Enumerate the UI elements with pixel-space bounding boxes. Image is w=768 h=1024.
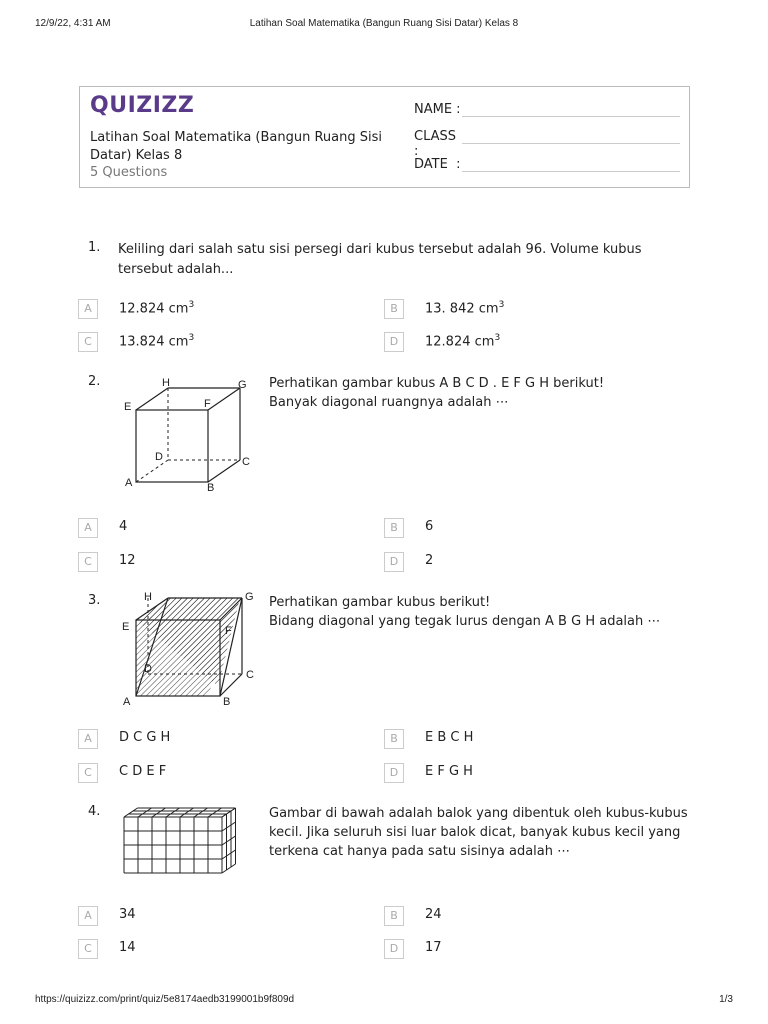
vertex-label-b: B — [207, 482, 215, 494]
option-letter: D — [384, 332, 404, 352]
option-text: C D E F — [119, 764, 167, 779]
print-datetime: 12/9/22, 4:31 AM — [35, 18, 111, 29]
top-grid-receding — [194, 808, 208, 817]
option-text: 12.824 $cm^3$ — [425, 333, 501, 350]
question-number: 1. — [88, 240, 101, 255]
option-text: 13. 842 $cm^3$ — [425, 300, 505, 317]
name-label: NAME : — [414, 102, 461, 117]
question-text: Keliling dari salah satu sisi persegi dari kubus tersebut adalah 96. Volume kubus tersebut adalah... — [118, 242, 642, 277]
side-grid-receding — [222, 850, 236, 859]
top-grid-receding — [124, 808, 138, 817]
name-field[interactable] — [414, 102, 462, 117]
option-text: 13.824 $cm^3$ — [119, 333, 195, 350]
top-grid-receding — [180, 808, 194, 817]
class-line — [462, 143, 680, 144]
question-text-line-1: Perhatikan gambar kubus A B C D . E F G H berikut! — [269, 376, 605, 391]
question-text-line-3: terkena cat hanya pada satu sisinya adalah ⋯ — [269, 844, 571, 859]
option-text: E F G H — [425, 764, 473, 779]
vertex-label-c: C — [242, 456, 250, 468]
vertex-label-a: A — [123, 696, 131, 708]
question-text-line-2: Bidang diagonal yang tegak lurus dengan A B G H adalah ⋯ — [269, 614, 661, 629]
option-letter: B — [384, 906, 404, 926]
option-letter: A — [78, 518, 98, 538]
cube-hidden-edge-ad — [136, 460, 168, 482]
option-text: 12.824 $cm^3$ — [119, 300, 195, 317]
quiz-title: Latihan Soal Matematika (Bangun Ruang Sisi Datar) Kelas 8 — [90, 130, 383, 163]
vertex-label-e: E — [124, 401, 132, 413]
option-text: 12 — [119, 553, 136, 568]
quizizz-logo: QUIZIZZ — [90, 93, 195, 118]
date-line — [462, 171, 680, 172]
option-text: 17 — [425, 940, 442, 955]
vertex-label-d: D — [144, 663, 152, 675]
vertex-label-f: F — [225, 625, 232, 637]
option-text: 6 — [425, 519, 434, 534]
top-grid-receding — [208, 808, 222, 817]
option-letter: B — [384, 299, 404, 319]
side-grid-receding — [222, 822, 236, 831]
page-indicator: 1/3 — [719, 994, 733, 1005]
option-letter: A — [78, 906, 98, 926]
side-grid-receding — [222, 808, 236, 817]
option-letter: A — [78, 299, 98, 319]
option-letter: D — [384, 552, 404, 572]
question-text-line-2: Banyak diagonal ruangnya adalah ⋯ — [269, 395, 509, 410]
class-label: CLASS : — [414, 129, 457, 159]
option-letter: C — [78, 332, 98, 352]
top-grid-receding — [166, 808, 180, 817]
top-grid-receding — [152, 808, 166, 817]
option-text: 24 — [425, 907, 442, 922]
question-number: 3. — [88, 593, 101, 608]
option-letter: B — [384, 518, 404, 538]
question-number: 4. — [88, 804, 101, 819]
print-doc-title: Latihan Soal Matematika (Bangun Ruang Sisi Datar) Kelas 8 — [249, 18, 519, 29]
option-text: 34 — [119, 907, 136, 922]
option-text: 14 — [119, 940, 136, 955]
option-text: E B C H — [425, 730, 474, 745]
vertex-label-c: C — [246, 669, 254, 681]
print-url: https://quizizz.com/print/quiz/5e8174aedb3199001b9f809d — [35, 994, 295, 1005]
class-field[interactable] — [414, 129, 462, 159]
vertex-label-g: G — [245, 591, 254, 603]
cube-front-face — [136, 410, 208, 482]
vertex-label-a: A — [125, 477, 133, 489]
vertex-label-h: H — [144, 591, 152, 603]
vertex-label-e: E — [122, 621, 130, 633]
date-field[interactable] — [414, 157, 462, 172]
side-grid-receding — [222, 864, 236, 873]
date-label: DATE : — [414, 157, 461, 172]
question-text-line-2: kecil. Jika seluruh sisi luar balok dicat, banyak kubus kecil yang — [269, 825, 681, 840]
option-letter: A — [78, 729, 98, 749]
side-grid-receding — [222, 836, 236, 845]
cube-figure-abcd-efgh — [118, 374, 258, 496]
cube-figure-diagonal-plane — [118, 588, 260, 710]
cube-edge-fg — [208, 388, 240, 410]
option-letter: D — [384, 763, 404, 783]
option-letter: C — [78, 552, 98, 572]
vertex-label-b: B — [223, 696, 231, 708]
option-text: 2 — [425, 553, 434, 568]
vertex-label-g: G — [238, 379, 247, 391]
question-text-line-1: Gambar di bawah adalah balok yang dibentuk oleh kubus-kubus — [269, 806, 688, 821]
cube-edge-bc — [220, 674, 242, 696]
cuboid-of-small-cubes-figure — [120, 804, 256, 886]
quiz-header-box — [79, 86, 690, 188]
vertex-label-f: F — [204, 398, 211, 410]
option-text: D C G H — [119, 730, 171, 745]
question-number: 2. — [88, 374, 101, 389]
cube-edge-bc — [208, 460, 240, 482]
option-letter: B — [384, 729, 404, 749]
question-text-line-1: Perhatikan gambar kubus berikut! — [269, 595, 491, 610]
vertex-label-h: H — [162, 377, 170, 389]
question-count: 5 Questions — [90, 165, 168, 180]
option-letter: C — [78, 763, 98, 783]
option-letter: D — [384, 939, 404, 959]
name-line — [462, 116, 680, 117]
option-text: 4 — [119, 519, 128, 534]
vertex-label-d: D — [155, 451, 163, 463]
option-letter: C — [78, 939, 98, 959]
cube-edge-eh — [136, 388, 168, 410]
top-grid-receding — [138, 808, 152, 817]
